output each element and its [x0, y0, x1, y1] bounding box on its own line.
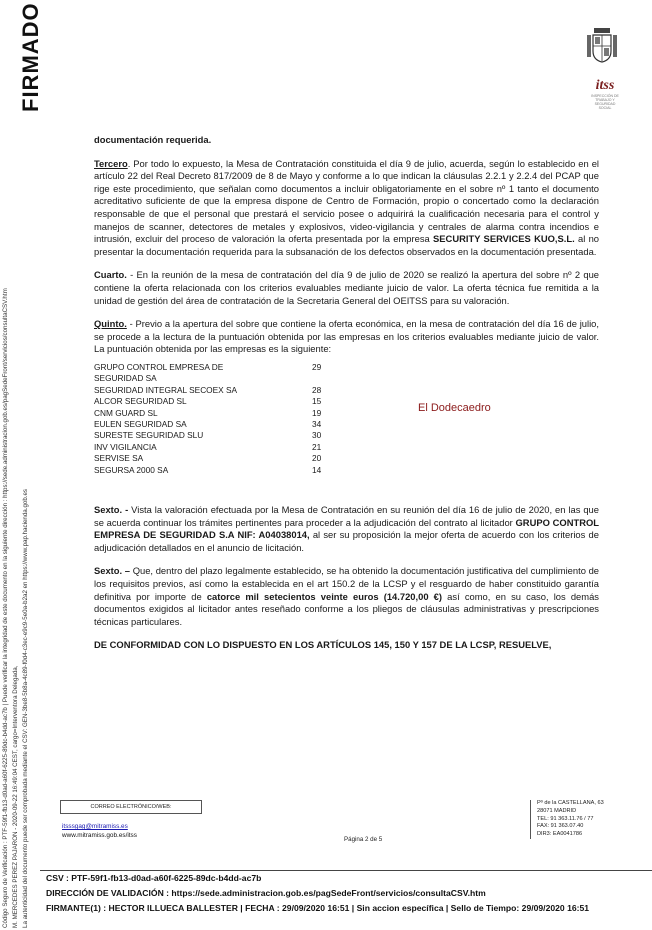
company-name: EULEN SEGURIDAD SA	[94, 418, 187, 429]
sexto-2-amount: catorce mil setecientos veinte euros (14.720,00 €)	[206, 590, 443, 602]
table-row	[94, 408, 599, 419]
company-score: 20	[312, 453, 322, 464]
sexto-2-text-2: así como, en su caso, los demás documentos exigidos al licitador antes reseñado conforme a los pliegos de cláusulas administrativas y prescripciones técnicas particulares.	[94, 590, 599, 627]
scores-table	[94, 362, 599, 476]
document-body	[94, 134, 599, 663]
contact-label-box: CORREO ELECTRÓNICO/WEB:	[60, 800, 202, 814]
paragraph-quinto	[94, 318, 599, 356]
sexto-1-label: Sexto. -	[94, 503, 129, 515]
company-name: GRUPO CONTROL EMPRESA DE	[94, 361, 224, 372]
side-verification-line: Código Seguro de Verificación : PTF-59f1-fb13-d0ad-a60f-6225-89dc-b4dd-ac7b | Puede verificar la integridad de este documento en la siguiente dirección : https://sede.administracion.gob.es/pagSedeFront/servicios/consultaCSV.htm	[2, 288, 9, 928]
company-name: SEGURIDAD INTEGRAL SECOEX SA	[94, 384, 238, 395]
dodecaedro-watermark: El Dodecaedro	[418, 401, 491, 414]
paragraph-cuarto	[94, 269, 599, 307]
table-row	[94, 419, 599, 430]
address-line: Pº de la CASTELLANA, 63	[537, 800, 604, 806]
itss-logo	[590, 78, 620, 110]
sexto-1-company: GRUPO CONTROL EMPRESA DE SEGURIDAD S.A NIF: A04038014,	[94, 516, 599, 541]
company-name: CNM GUARD SL	[94, 407, 158, 418]
side-authenticity-line: La autenticidad del documento puede ser comprobada mediante el CSV: GEN-3be8-5b8a-4c89-f0d4-c3ec-e9c9-5e0a-b2a2 en https://www.pap.hacienda.gob.es	[22, 488, 29, 928]
tercero-company: SECURITY SERVICES KUO,S.L.	[433, 233, 575, 245]
address-line: FAX: 91 363.07.40	[537, 823, 584, 830]
table-row	[94, 453, 599, 464]
company-score	[312, 373, 352, 384]
firmado-stamp: FIRMADO	[18, 2, 43, 112]
tercero-text-2: al no presentar la documentación requerida para la subsanación de los defectos observados en la documentación presentada.	[94, 233, 600, 257]
table-row	[94, 373, 599, 384]
csv-divider	[40, 870, 652, 871]
tercero-text-1: . Por todo lo expuesto, la Mesa de Contratación constituida el día 9 de julio, acuerda, según lo establecido en el artículo 22 del Real Decreto 817/2009 de 8 de Mayo y conforme a lo que indican la cláusulas 2.2.1 y 2.2.4 del PCAP que rige este procedimiento, que señalan como documentos a incluir obligatoriamente en el sobre nº 1 tanto el documento acreditativo suficiente de que la empresa dispone de Centro de Formación, propio o concertado como la declaración responsable de que el personal que prestará el servicio posee o adquirirá la cualificación necesaria para el control y manejos de scanner, detectores de metales y explosivos, video-vigilancia y centrales de alarma contra incendios e intrusión, excluir del proceso de valoración la oferta presentada por la empresa	[94, 157, 599, 245]
csv-code: CSV : PTF-59f1-fb13-d0ad-a60f-6225-89dc-b4dd-ac7b	[46, 873, 262, 883]
company-name: INV VIGILANCIA	[94, 441, 157, 452]
company-name: SURESTE SEGURIDAD SLU	[94, 430, 204, 441]
table-row	[94, 362, 599, 373]
company-score: 14	[312, 464, 322, 475]
itss-logo-text: itss	[595, 78, 615, 93]
company-score: 15	[312, 396, 322, 407]
cuarto-label: Cuarto.	[94, 269, 127, 281]
sexto-1-text-1: Vista la valoración efectuada por la Mesa de Contratación en su reunión del día 16 de julio de 2020, en las que se acuerda continuar los trámites pertinentes para proceder a la adjudicación del contrato al licitador	[94, 503, 599, 528]
quinto-text: - Previo a la apertura del sobre que contiene la oferta económica, en la mesa de contratación del día 16 de julio, se procede a la lectura de la puntuación obtenida por las empresas en los criterios evaluables mediante juicio de valor. La puntuación obtenida por las empresas es la siguiente:	[94, 318, 599, 355]
paragraph-tercero	[94, 158, 599, 259]
company-score: 30	[312, 430, 322, 441]
company-name: ALCOR SEGURIDAD SL	[94, 396, 187, 407]
side-signer-line: M. MERCEDES PEREZ PAJARON - 2020-09-22 16:49:04 CEST, cargo=Interventora Delegada,	[12, 665, 19, 928]
footer-email-link[interactable]: itsssgag@mitramiss.es	[62, 823, 128, 830]
tercero-label: Tercero	[94, 157, 128, 169]
table-row	[94, 430, 599, 441]
csv-signer: FIRMANTE(1) : HECTOR ILLUECA BALLESTER | FECHA : 29/09/2020 16:51 | Sin accion específica | Sello de Tiempo: 29/09/2020 16:51	[46, 903, 590, 913]
address-line: DIR3: EA0041786	[537, 831, 583, 838]
company-score: 28	[312, 384, 322, 395]
quinto-label: Quinto.	[94, 318, 127, 330]
table-row	[94, 385, 599, 396]
footer-web-link[interactable]: www.mitramiss.gob.es/itss	[62, 832, 137, 839]
footer-address	[530, 800, 604, 839]
intro-line: documentación requerida.	[94, 134, 212, 145]
sexto-1-text-2: al ser su proposición la mejor oferta de acuerdo con los criterios de adjudicación detallados en el anuncio de licitación.	[94, 529, 599, 553]
paragraph-sexto-1	[94, 504, 599, 554]
sexto-2-label: Sexto. –	[94, 565, 131, 577]
csv-validation-url[interactable]: DIRECCIÓN DE VALIDACIÓN : https://sede.administracion.gob.es/pagSedeFront/servicios/consultaCSV.htm	[46, 888, 486, 898]
company-name: SEGURIDAD SA	[94, 373, 157, 384]
address-line: 28071 MADRID	[537, 807, 577, 814]
company-score: 29	[312, 361, 322, 372]
company-name: SEGURSA 2000 SA	[94, 464, 169, 475]
table-row	[94, 396, 599, 407]
table-row	[94, 465, 599, 476]
sexto-2-text-1: Que, dentro del plazo legalmente establecido, se ha obtenido la documentación justificativa del cumplimiento de los requisitos previos, así como la establecida en el art 150.2 de la LCSP y el resguardo de haber constituido garantía definitiva por importe de	[94, 565, 600, 602]
paragraph-sexto-2	[94, 565, 599, 628]
table-row	[94, 442, 599, 453]
company-score: 19	[312, 407, 322, 418]
coat-of-arms-icon	[584, 26, 620, 64]
resuelve-heading: DE CONFORMIDAD CON LO DISPUESTO EN LOS ARTÍCULOS 145, 150 Y 157 DE LA LCSP, RESUELVE,	[94, 639, 552, 651]
address-line: TEL: 91 363.11.76 / 77	[537, 815, 594, 822]
company-name: SERVISE SA	[94, 453, 144, 464]
company-score: 34	[312, 418, 322, 429]
itss-logo-subtitle: INSPECCIÓN DE TRABAJO Y SEGURIDAD SOCIAL	[591, 94, 619, 110]
cuarto-text: - En la reunión de la mesa de contratación del día 9 de julio de 2020 se realizó la apertura del sobre nº 2 que contiene la oferta relacionada con los criterios evaluables mediante juicio de valor. La oferta técnica fue remitida a la unidad de gestión del área de contratación de la Secretaria General del OEITSS para su valoración.	[94, 269, 599, 306]
company-score: 21	[312, 441, 322, 452]
page-number: Página 2 de 5	[344, 836, 383, 843]
